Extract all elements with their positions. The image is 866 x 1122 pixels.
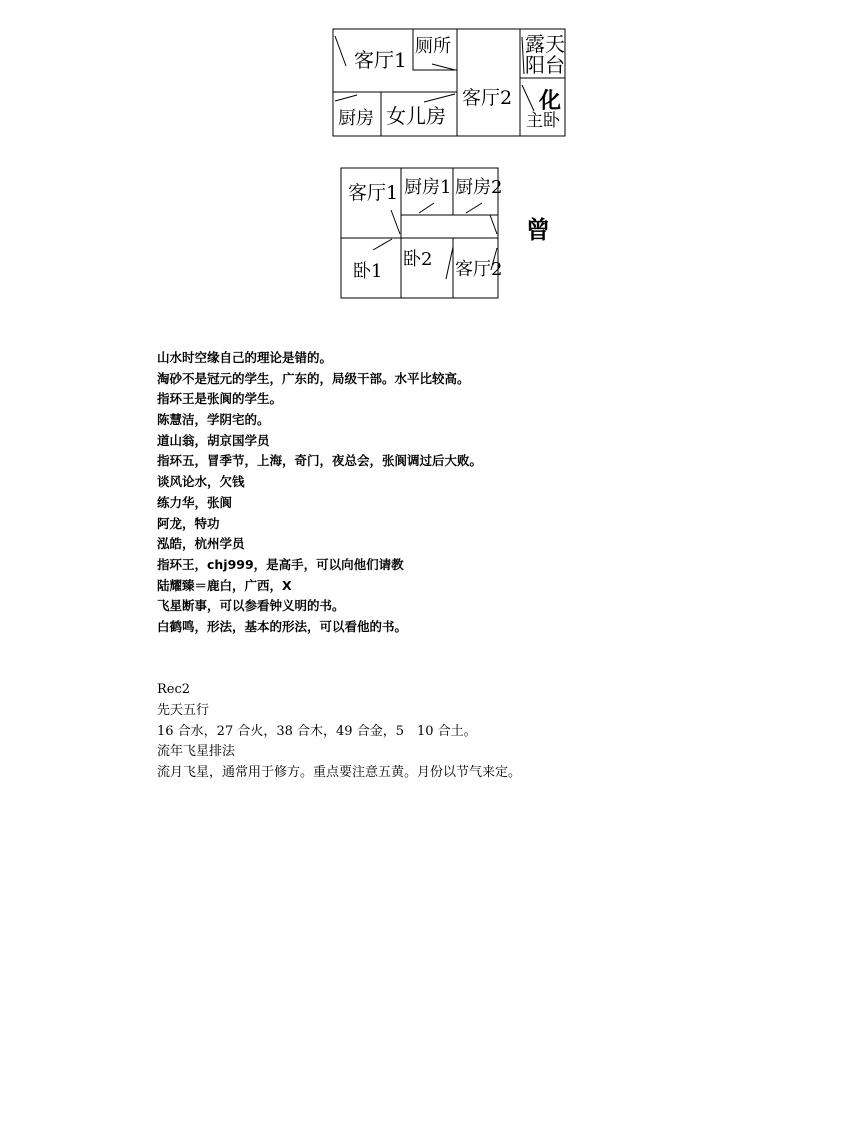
note-line: 陆耀臻＝鹿白，广西，X [157,577,292,593]
floor-plan-2 [0,150,866,310]
note-line: 练力华，张阆 [157,494,233,510]
plan2-living1-label: 客厅1 [348,182,399,204]
note-line: 道山翁，胡京国学员 [157,432,270,448]
plan2-kitchen2-label: 厨房2 [455,177,503,198]
plan1-living1-label: 客厅1 [354,48,407,72]
plan2-bed2-label: 卧2 [403,249,433,270]
rec-line: 先天五行 [157,702,210,718]
rec-line: 流月飞星，通常用于修方。重点要注意五黄。月份以节气来定。 [157,765,522,781]
plan1-toilet-label: 厕所 [415,36,451,57]
plan1-daughter-label: 女儿房 [386,104,446,128]
note-line: 谈风论水，欠钱 [157,474,245,490]
plan1-kitchen-label: 厨房 [338,108,374,129]
plan1-side-label: 化 [539,89,562,114]
note-line: 陈慧洁，学阴宅的。 [157,412,270,428]
note-line: 阿龙，特功 [157,515,220,531]
plan2-kitchen1-label: 厨房1 [404,177,452,198]
note-line: 山水时空缘自己的理论是错的。 [157,350,333,365]
note-line: 飞星断事，可以参看钟义明的书。 [157,598,345,614]
note-line: 指环王是张阆的学生。 [157,391,283,407]
note-line: 泓皓，杭州学员 [157,536,245,552]
plan1-balcony-label-2: 阳台 [525,53,565,77]
note-line: 白鹤鸣，形法，基本的形法，可以看他的书。 [157,618,408,634]
rec-line: 流年飞星排法 [157,744,236,760]
plan1-living2-label: 客厅2 [462,87,513,109]
plan1-master-label: 主卧 [526,111,560,131]
rec-section [157,680,521,784]
plan2-side-label: 曾 [526,216,550,244]
plan2-living2-label: 客厅2 [455,259,503,280]
notes-list [157,348,482,638]
rec-title: Rec2 [157,682,191,697]
plan2-bed1-label: 卧1 [353,261,383,282]
plan1-balcony-label-1: 露天 [525,32,565,56]
floor-plan-2-lines [0,150,866,310]
note-line: 淘砂不是冠元的学生，广东的，局级干部。水平比较高。 [157,370,470,386]
floor-plan-1 [0,0,866,150]
rec-line: 16 合水，27 合火，38 合木，49 合金，5 10 合土。 [157,723,477,739]
note-line: 指环王，chj999，是高手，可以向他们请教 [157,556,404,572]
note-line: 指环五，冒季节，上海，奇门，夜总会，张阆调过后大败。 [157,453,483,469]
